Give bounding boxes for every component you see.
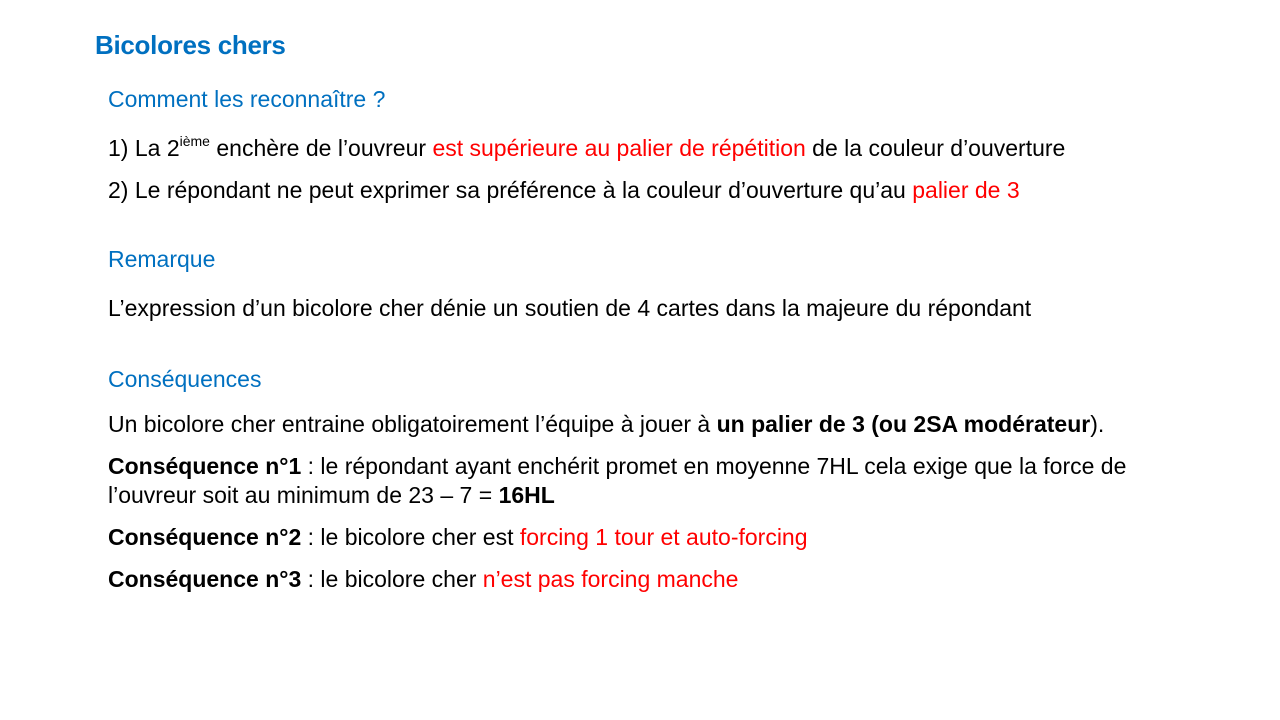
consequence-2-highlight: forcing 1 tour et auto-forcing [519, 524, 808, 550]
intro-prefix: Un bicolore cher entraine obligatoirement l’équipe à jouer à [108, 411, 717, 437]
consequence-2-text: : le bicolore cher est [301, 524, 520, 550]
recognize-item-1 [108, 134, 1208, 166]
slide-title: Bicolores chers [95, 30, 286, 60]
intro-suffix: ). [1090, 411, 1105, 437]
recognize-item-2 [108, 176, 1208, 205]
consequence-1 [108, 452, 1208, 510]
intro-bold: un palier de 3 (ou 2SA modérateur [716, 411, 1091, 437]
remark-text: L’expression d’un bicolore cher dénie un soutien de 4 cartes dans la majeure du répondant [108, 295, 1032, 321]
item-1-suffix: de la couleur d’ouverture [805, 135, 1066, 161]
consequence-1-label: Conséquence n°1 [108, 453, 302, 479]
heading-recognize: Comment les reconnaître ? [108, 86, 386, 112]
heading-remark: Remarque [108, 246, 216, 272]
consequence-1-bold: 16HL [498, 482, 555, 508]
consequences-intro [108, 410, 1208, 439]
consequence-3-label: Conséquence n°3 [108, 566, 302, 592]
item-2-prefix: 2) Le répondant ne peut exprimer sa préférence à la couleur d’ouverture qu’au [108, 177, 913, 203]
consequence-2 [108, 523, 1208, 552]
item-1-superscript: ième [179, 133, 210, 149]
consequence-3-highlight: n’est pas forcing manche [482, 566, 739, 592]
consequence-3-text: : le bicolore cher [301, 566, 483, 592]
consequence-1-text: : le répondant ayant enchérit promet en moyenne 7HL cela exige que la force de l’ouvreur soit au minimum de 23 – 7 = [108, 453, 1127, 508]
consequence-3 [108, 565, 1208, 594]
item-2-highlight: palier de 3 [912, 177, 1020, 203]
item-1-highlight: est supérieure au palier de répétition [432, 135, 806, 161]
heading-consequences: Conséquences [108, 366, 262, 392]
consequence-2-label: Conséquence n°2 [108, 524, 302, 550]
item-1-prefix: 1) La 2 [108, 135, 180, 161]
item-1-middle: enchère de l’ouvreur [209, 135, 433, 161]
